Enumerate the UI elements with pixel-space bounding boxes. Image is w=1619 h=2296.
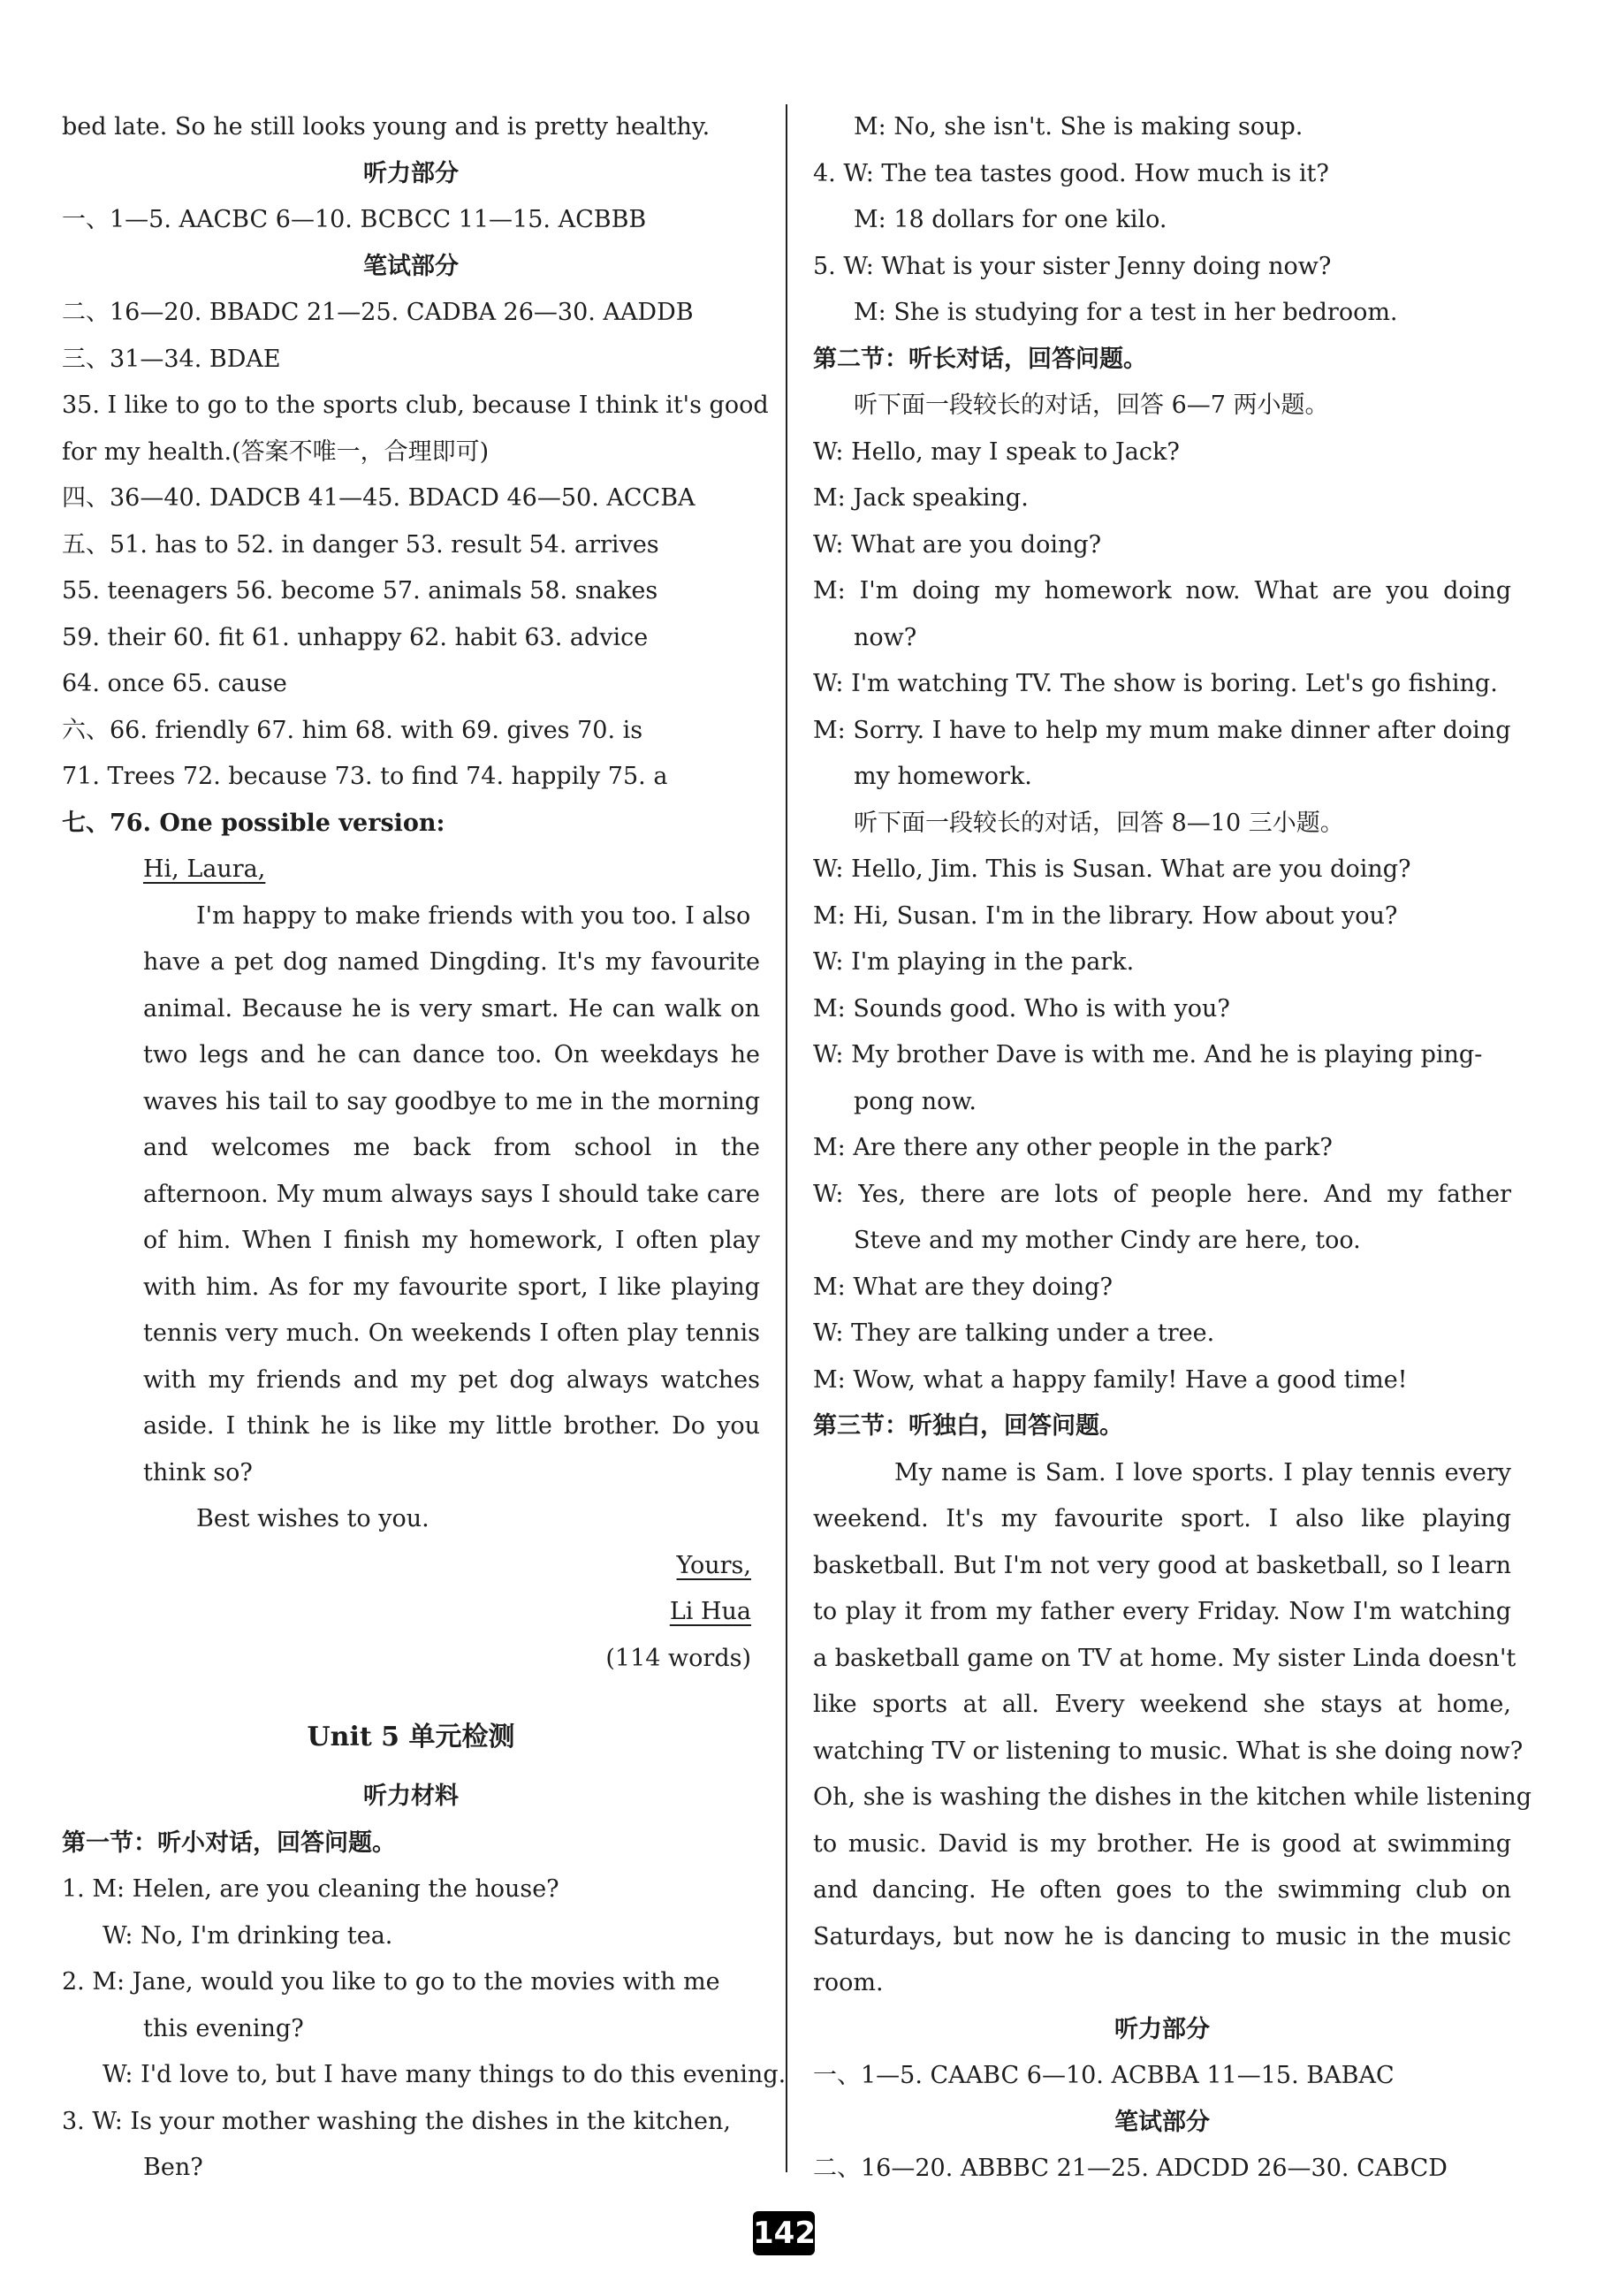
left-line: 55. teenagers 56. become 57. animals 58. snakes (62, 577, 658, 604)
right-line: like sports at all. Every weekend she stays at home, (813, 1691, 1511, 1718)
right-line: 听力部分 (1114, 2015, 1210, 2043)
left-line: waves his tail to say goodbye to me in the morning (143, 1087, 760, 1115)
right-line: to play it from my father every Friday. Now I'm watching (813, 1598, 1511, 1625)
right-line: Saturdays, but now he is dancing to music in the music (813, 1922, 1511, 1950)
left-line: 二、16—20. BBADC 21—25. CADBA 26—30. AADDB (62, 299, 694, 326)
left-line: Li Hua (669, 1598, 751, 1625)
right-line: weekend. It's my favourite sport. I also like playing (813, 1505, 1511, 1532)
right-line: my homework. (854, 763, 1032, 790)
right-line: Oh, she is washing the dishes in the kitchen while listening (813, 1783, 1532, 1811)
right-line: W: I'm playing in the park. (813, 948, 1135, 976)
right-line: now? (854, 623, 917, 651)
right-line: M: Are there any other people in the park? (813, 1134, 1333, 1161)
right-line: W: Hello, may I speak to Jack? (813, 437, 1180, 466)
left-line: Yours, (676, 1551, 751, 1579)
right-line: 第三节：听独白，回答问题。 (813, 1412, 1123, 1440)
left-line: afternoon. My mum always says I should take care (143, 1180, 760, 1208)
left-line: Best wishes to you. (196, 1505, 429, 1532)
left-line: 笔试部分 (363, 252, 459, 280)
left-line: 64. once 65. cause (62, 670, 287, 697)
left-line: with my friends and my pet dog always watches (143, 1365, 760, 1394)
right-line: M: What are they doing? (813, 1273, 1113, 1301)
left-line: animal. Because he is very smart. He can walk on (143, 994, 760, 1023)
left-line: 59. their 60. fit 61. unhappy 62. habit 63. advice (62, 623, 649, 651)
left-line: think so? (143, 1458, 253, 1486)
right-line: 第二节：听长对话，回答问题。 (813, 345, 1147, 373)
left-line: (114 words) (605, 1644, 751, 1672)
right-line: 笔试部分 (1114, 2108, 1210, 2136)
left-line: W: No, I'm drinking tea. (103, 1921, 393, 1950)
right-line: M: She is studying for a test in her bedroom. (854, 299, 1398, 326)
right-line: and dancing. He often goes to the swimming club on (813, 1876, 1511, 1904)
left-line: and welcomes me back from school in the (143, 1134, 760, 1161)
left-line: 四、36—40. DADCB 41—45. BDACD 46—50. ACCBA (62, 484, 695, 512)
left-line: 三、31—34. BDAE (62, 345, 281, 373)
left-line: I'm happy to make friends with you too. I also (196, 901, 751, 930)
left-line: tennis very much. On weekends I often play tennis (143, 1319, 760, 1347)
left-line: 听力部分 (363, 159, 459, 187)
right-line: watching TV or listening to music. What is she doing now? (813, 1737, 1524, 1765)
right-line: W: Yes, there are lots of people here. And my father (813, 1180, 1511, 1208)
left-line: aside. I think he is like my little brother. Do you (143, 1412, 760, 1440)
right-line: Steve and my mother Cindy are here, too. (854, 1227, 1361, 1254)
right-line: M: Hi, Susan. I'm in the library. How about you? (813, 901, 1398, 930)
right-line: W: They are talking under a tree. (813, 1319, 1215, 1347)
right-line: W: Hello, Jim. This is Susan. What are you doing? (813, 855, 1411, 883)
left-line: 1. M: Helen, are you cleaning the house? (62, 1875, 559, 1903)
right-line: 一、1—5. CAABC 6—10. ACBBA 11—15. BABAC (813, 2062, 1395, 2089)
left-line: for my health.(答案不唯一，合理即可) (62, 437, 490, 466)
left-line: with him. As for my favourite sport, I like playing (143, 1273, 760, 1301)
right-line: to music. David is my brother. He is good at swimming (813, 1829, 1511, 1858)
left-line: of him. When I finish my homework, I often play (143, 1227, 760, 1254)
left-line: 71. Trees 72. because 73. to find 74. happily 75. a (62, 763, 668, 790)
right-line: pong now. (854, 1087, 977, 1115)
right-line: M: No, she isn't. She is making soup. (854, 113, 1304, 141)
right-line: W: What are you doing? (813, 530, 1102, 559)
right-line: 4. W: The tea tastes good. How much is it? (813, 159, 1329, 187)
right-line: M: Sorry. I have to help my mum make dinner after doing (813, 716, 1511, 744)
left-line: two legs and he can dance too. On weekdays he (143, 1041, 760, 1068)
column-divider (786, 104, 787, 2172)
left-line: Unit 5 单元检测 (307, 1722, 515, 1752)
right-line: M: Sounds good. Who is with you? (813, 994, 1230, 1023)
right-line: My name is Sam. I love sports. I play tennis every (894, 1458, 1511, 1486)
right-line: M: Jack speaking. (813, 484, 1029, 512)
left-line: 五、51. has to 52. in danger 53. result 54. arrives (62, 530, 659, 559)
left-line: Ben? (143, 2154, 203, 2181)
right-line: W: I'm watching TV. The show is boring. Let's go fishing. (813, 670, 1498, 697)
right-line: W: My brother Dave is with me. And he is playing ping- (813, 1041, 1483, 1068)
right-line: room. (813, 1969, 884, 1996)
left-line: 听力材料 (363, 1783, 459, 1810)
left-line: Hi, Laura, (143, 855, 266, 883)
right-column (813, 104, 1532, 2193)
left-line: 六、66. friendly 67. him 68. with 69. gives 70. is (62, 716, 643, 744)
right-line: 5. W: What is your sister Jenny doing now? (813, 252, 1332, 280)
left-line: bed late. So he still looks young and is pretty healthy. (62, 113, 711, 141)
right-line: M: Wow, what a happy family! Have a good time! (813, 1365, 1408, 1394)
left-line: 七、76. One possible version: (62, 809, 445, 837)
left-line: 第一节：听小对话，回答问题。 (62, 1828, 396, 1857)
left-line: 2. M: Jane, would you like to go to the movies with me (62, 1968, 720, 1996)
left-line: this evening? (143, 2014, 304, 2042)
left-line: 35. I like to go to the sports club, because I think it's good (62, 392, 769, 419)
right-line: 听下面一段较长的对话，回答 8—10 三小题。 (854, 809, 1344, 837)
right-line: a basketball game on TV at home. My sister Linda doesn't (813, 1644, 1516, 1672)
left-line: 一、1—5. AACBC 6—10. BCBCC 11—15. ACBBB (62, 206, 647, 233)
left-line: W: I'd love to, but I have many things to do this evening. (103, 2061, 787, 2088)
page-number: 142 (753, 2211, 815, 2255)
right-line: basketball. But I'm not very good at basketball, so I learn (813, 1551, 1511, 1579)
left-line: 3. W: Is your mother washing the dishes in the kitchen, (62, 2107, 731, 2135)
right-line: 听下面一段较长的对话，回答 6—7 两小题。 (854, 392, 1329, 419)
left-line: have a pet dog named Dingding. It's my favourite (143, 948, 760, 976)
right-line: M: I'm doing my homework now. What are you doing (813, 577, 1511, 604)
right-line: 二、16—20. ABBBC 21—25. ADCDD 26—30. CABCD (813, 2155, 1448, 2182)
left-column (62, 104, 787, 2192)
right-line: M: 18 dollars for one kilo. (854, 206, 1167, 233)
